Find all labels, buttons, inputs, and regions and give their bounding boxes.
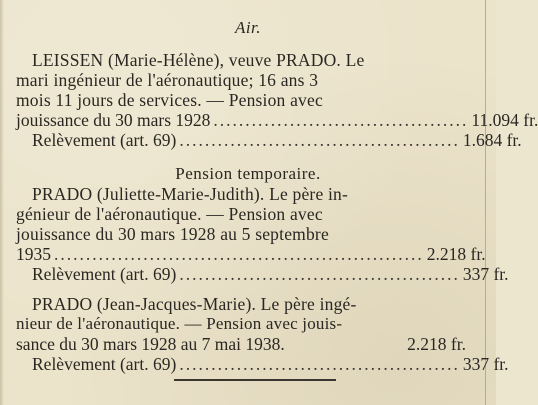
entry1-line3: mois 11 jours de services. — Pension avec [16,90,323,110]
entry2-relevement-row [32,264,509,284]
entry2-relevement-amount: 337 fr. [462,264,509,284]
entry2-pension-amount: 2.218 fr. [426,244,486,264]
leader-dots: ........................................ [213,110,469,130]
entry1-relevement-amount: 1.684 fr. [462,130,522,150]
leader-dots: ............................................ [179,264,460,284]
entry3-relevement-amount: 337 fr. [462,354,509,374]
entry3-line1: PRADO (Jean-Jacques-Marie). Le père ingé- [32,294,357,314]
entry1-relevement-row [32,130,522,150]
entry1-pension-label: jouissance du 30 mars 1928 [16,110,211,130]
closing-rule [174,379,336,381]
entry1-relevement-label: Relèvement (art. 69) [32,130,177,150]
page-edge-shadow [0,0,4,405]
entry2-line2: génieur de l'aéronautique. — Pension avec [16,204,323,224]
entry3-relevement-label: Relèvement (art. 69) [32,354,177,374]
section-heading-air: Air. [234,18,262,37]
entry3-relevement-row [32,354,509,374]
entry2-line3: jouissance du 30 mars 1928 au 5 septembre [16,224,329,244]
entry3-line2: nieur de l'aéronautique. — Pension avec jouis- [16,314,343,333]
entry2-relevement-label: Relèvement (art. 69) [32,264,177,284]
entry1-line1: LEISSEN (Marie-Hélène), veuve PRADO. Le [32,50,365,70]
entry1-pension-row [16,110,538,130]
entry3-pension-amount: 2.218 fr. [407,334,466,354]
entry3-pension-label: sance du 30 mars 1928 au 7 mai 1938. [16,334,285,354]
entry1-pension-amount: 11.094 fr. [471,110,538,130]
entry1-line2: mari ingénieur de l'aéronautique; 16 ans 3 [16,70,319,90]
entry2-line1: PRADO (Juliette-Marie-Judith). Le père in- [32,184,349,204]
section-heading-temporary: Pension temporaire. [175,164,321,183]
entry2-pension-row [16,244,486,264]
leader-dots: ............................................ [179,130,460,150]
leader-dots: .......................................................... [54,244,424,264]
leader-dots: ............................................ [179,354,460,374]
column-rule [485,0,486,405]
entry3-pension-row [16,334,466,354]
entry2-pension-label: 1935 [16,244,51,264]
